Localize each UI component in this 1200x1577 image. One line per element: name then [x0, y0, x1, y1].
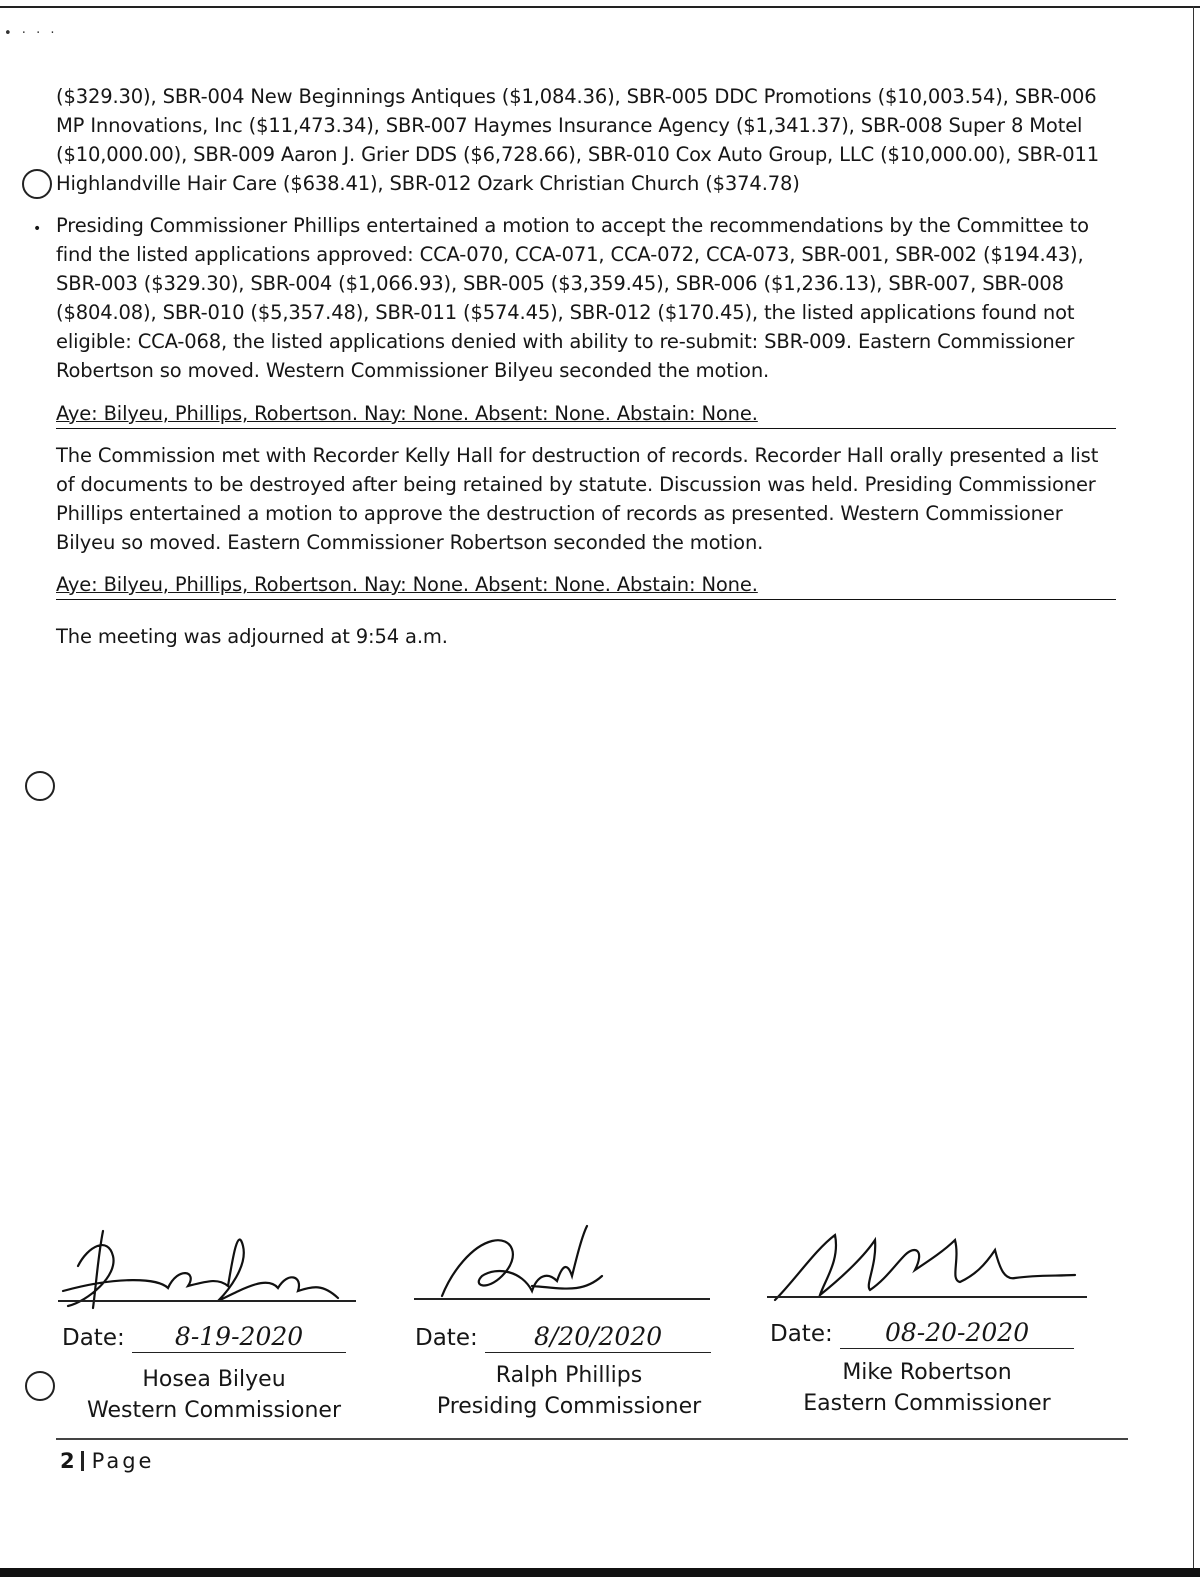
signer-title: Presiding Commissioner: [436, 1394, 702, 1419]
punch-hole: [25, 1371, 55, 1401]
continuation-paragraph: ($329.30), SBR-004 New Beginnings Antiques ($1,084.36), SBR-005 DDC Promotions ($10,003.54), SBR-006 MP Innovations, Inc ($11,473.34), SBR-007 Haymes Insurance Agency ($1,341.37), SBR-008 Super 8 Motel ($10,000.00), SBR-009 Aaron J. Grier DDS ($6,728.66), SBR-010 Cox Auto Group, LLC ($10,000.00), SBR-011 Highlandville Hair Care ($638.41), SBR-012 Ozark Christian Church ($374.78): [56, 85, 1099, 195]
footer-rule: [56, 1438, 1128, 1440]
date-row: [770, 1318, 1074, 1349]
date-value: 8-19-2020: [132, 1322, 346, 1353]
vote-text: Aye: Bilyeu, Phillips, Robertson. Nay: None. Absent: None. Abstain: None.: [56, 573, 758, 596]
scan-artifact-marks: • · · ·: [4, 26, 58, 41]
signature-line: [767, 1296, 1087, 1298]
page-label: Page: [91, 1449, 155, 1473]
scan-border-bottom: [0, 1568, 1200, 1577]
date-label: Date:: [415, 1325, 478, 1351]
signature-line: [58, 1300, 356, 1302]
scan-border-right: [1193, 6, 1194, 1570]
date-value: 8/20/2020: [485, 1322, 711, 1353]
date-row: [415, 1322, 711, 1353]
punch-hole: [22, 169, 52, 199]
date-row: [62, 1322, 346, 1353]
signer-title: Eastern Commissioner: [803, 1391, 1051, 1416]
footer-separator: [81, 1451, 84, 1471]
signer-name: Hosea Bilyeu: [142, 1367, 286, 1392]
vote-text: Aye: Bilyeu, Phillips, Robertson. Nay: None. Absent: None. Abstain: None.: [56, 402, 758, 425]
motion-applications-paragraph: Presiding Commissioner Phillips entertained a motion to accept the recommendations by the Committee to find the listed applications approved: CCA-070, CCA-071, CCA-072, CCA-073, SBR-001, SBR-002 ($194.43), SBR-003 ($329.30), SBR-004 ($1,066.93), SBR-005 ($3,359.45), SBR-006 ($1,236.13), SBR-007, SBR-008 ($804.08), SBR-010 ($5,357.48), SBR-011 ($574.45), SBR-012 ($170.45), the listed applications found not eligible: CCA-068, the listed applications denied with ability to re-submit: SBR-009. Eastern Commissioner Robertson so moved. Western Commissioner Bilyeu seconded the motion.: [56, 214, 1089, 382]
signer-name: Mike Robertson: [842, 1360, 1012, 1385]
page-number: 2: [60, 1449, 75, 1473]
signature-line: [414, 1298, 710, 1300]
signer-title: Western Commissioner: [86, 1398, 342, 1423]
date-label: Date:: [62, 1325, 125, 1351]
signer-name: Ralph Phillips: [495, 1363, 643, 1388]
page-footer: [60, 1449, 154, 1473]
vote-line: [56, 400, 1116, 429]
signature-ralph-phillips: [412, 1216, 712, 1316]
punch-hole: [25, 771, 55, 801]
date-label: Date:: [770, 1321, 833, 1347]
adjournment-paragraph: The meeting was adjourned at 9:54 a.m.: [56, 625, 448, 648]
records-destruction-paragraph: The Commission met with Recorder Kelly Hall for destruction of records. Recorder Hall orally presented a list of documents to be destroyed after being retained by statute. Discussion was held. Presiding Commissioner Phillips entertained a motion to approve the destruction of records as presented. Western Commissioner Bilyeu so moved. Eastern Commissioner Robertson seconded the motion.: [56, 444, 1099, 554]
bullet-icon: •: [33, 221, 42, 237]
date-value: 08-20-2020: [840, 1318, 1074, 1349]
vote-line: [56, 571, 1116, 600]
scan-border-top: [0, 6, 1200, 8]
